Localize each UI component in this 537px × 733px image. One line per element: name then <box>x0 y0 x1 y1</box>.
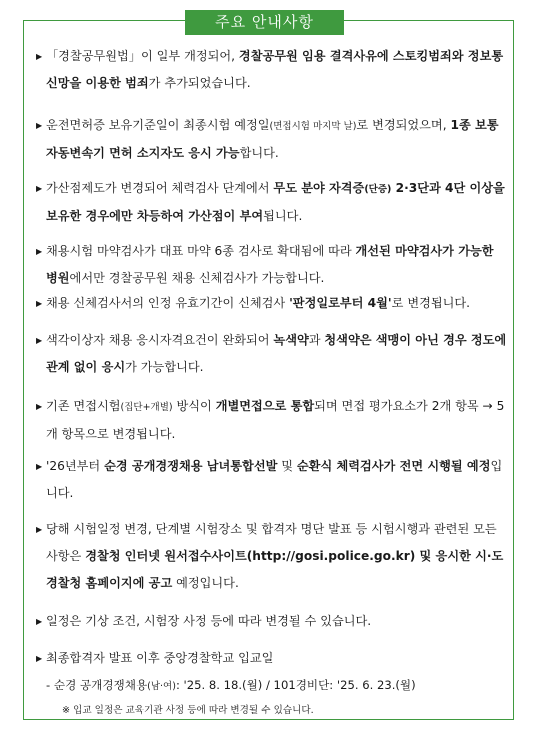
item-text-run: (면접시험 마지막 날) <box>269 121 357 132</box>
bullet-icon: ▶ <box>36 184 43 193</box>
bold-text: 개별면접으로 통합 <box>215 399 315 413</box>
item-text-run: 채용시험 마약검사가 대표 마약 6종 검사로 확대됨에 따라 <box>46 244 356 258</box>
item-text-run: 일정은 기상 조건, 시험장 사정 등에 따라 변경될 수 있습니다. <box>46 614 372 628</box>
list-item <box>36 453 508 507</box>
item-text <box>46 399 504 441</box>
footnote: ※ 입교 일정은 교육기관 사정 등에 따라 변경될 수 있습니다. <box>62 705 314 716</box>
bold-text: 경찰청 인터넷 원서접수사이트(http://gosi.police.go.kr) 및 응시한 시·도 경찰청 홈페이지에 공고 <box>46 549 504 590</box>
item-text-run: 로 변경되었으며, <box>356 118 451 132</box>
bold-text: (단증) <box>364 184 392 195</box>
bold-text: 개선된 마약검사가 가능한 병원 <box>46 244 494 285</box>
bold-text: 순경 공개경쟁채용 남녀통합선발 <box>104 459 278 473</box>
bold-text: 순환식 체력검사가 전면 시행될 예정 <box>296 459 491 473</box>
bullet-icon: ▶ <box>36 52 43 61</box>
item-text-run: 채용 신체검사서의 인정 유효기간이 신체검사 <box>46 296 290 310</box>
item-text <box>46 651 273 665</box>
item-text <box>46 181 505 223</box>
list-item <box>36 516 508 597</box>
list-item <box>36 327 508 381</box>
entry-date-rest: : '25. 8. 18.(월) / 101경비단: '25. 6. 23.(월) <box>175 678 416 692</box>
item-text <box>46 614 371 628</box>
item-text-run: 합니다. <box>239 146 279 160</box>
item-text-run: 예정입니다. <box>172 576 239 590</box>
item-text <box>46 333 506 374</box>
item-text-run: 과 <box>308 333 325 347</box>
entry-date-line <box>46 676 516 696</box>
item-text-run: 방식이 <box>172 399 216 413</box>
bullet-icon: ▶ <box>36 617 43 626</box>
bold-text: 2·3단과 4단 이상을 보유한 경우에만 차등하여 가산점이 부여 <box>46 181 505 223</box>
item-text-run: 및 <box>277 459 297 473</box>
item-text-run: 입니다. <box>46 459 503 500</box>
item-text-run: 색각이상자 채용 응시자격요건이 완화되어 <box>46 333 274 347</box>
list-item <box>36 175 508 230</box>
bullet-icon: ▶ <box>36 525 43 534</box>
bullet-icon: ▶ <box>36 336 43 345</box>
item-text <box>46 296 470 310</box>
list-item <box>36 43 508 97</box>
bullet-icon: ▶ <box>36 299 43 308</box>
item-text-run: 로 변경됩니다. <box>391 296 471 310</box>
item-text-run: 최종합격자 발표 이후 중앙경찰학교 입교일 <box>46 651 274 665</box>
item-text-run: 가 가능합니다. <box>125 360 204 374</box>
entry-date-prefix: - 순경 공개경쟁채용 <box>46 678 148 692</box>
bullet-icon: ▶ <box>36 121 43 130</box>
bullet-icon: ▶ <box>36 402 43 411</box>
bold-text: 무도 분야 자격증 <box>273 181 365 195</box>
item-text-run: 가산점제도가 변경되어 체력검사 단계에서 <box>46 181 274 195</box>
item-text-run: 「경찰공무원법」이 일부 개정되어, <box>46 49 239 63</box>
bold-text: 1종 보통 자동변속기 면허 소지자도 응시 가능 <box>46 118 499 160</box>
list-item <box>36 393 508 448</box>
list-item <box>36 112 508 167</box>
list-item <box>36 608 508 635</box>
item-text <box>46 244 494 285</box>
item-text-run: '26년부터 <box>46 459 105 473</box>
item-text <box>46 459 502 500</box>
bold-text: 청색약은 색맹이 아닌 경우 정도에 관계 없이 응시 <box>46 333 507 374</box>
item-text-run: 운전면허증 보유기준일이 최종시험 예정일 <box>46 118 270 132</box>
bullet-icon: ▶ <box>36 247 43 256</box>
bold-text: 녹색약 <box>273 333 309 347</box>
entry-date-paren: (남·여) <box>147 681 176 692</box>
list-item <box>36 290 508 317</box>
item-text-run: 됩니다. <box>263 209 303 223</box>
item-text <box>46 49 503 90</box>
list-item <box>36 645 508 672</box>
bullet-icon: ▶ <box>36 654 43 663</box>
list-item <box>36 238 508 292</box>
item-text <box>46 118 499 160</box>
item-text-run: 기존 면접시험 <box>46 399 121 413</box>
item-text-run: 당해 시험일정 변경, 단계별 시험장소 및 합격자 명단 발표 등 시험시행과 관련된 모든 사항은 <box>46 522 497 563</box>
bold-text: '판정일로부터 4월' <box>289 296 392 310</box>
item-text-run: 에서만 경찰공무원 채용 신체검사가 가능합니다. <box>69 271 325 285</box>
item-text-run: 가 추가되었습니다. <box>148 76 251 90</box>
bullet-icon: ▶ <box>36 462 43 471</box>
item-text-run: (집단+개별) <box>120 402 173 413</box>
notice-title: 주요 안내사항 <box>185 10 344 35</box>
bold-text: 경찰공무원 임용 결격사유에 스토킹범죄와 정보통신망을 이용한 범죄 <box>46 49 504 90</box>
item-text-run: 되며 면접 평가요소가 2개 항목 → 5개 항목으로 변경됩니다. <box>46 399 505 441</box>
item-text <box>46 522 503 590</box>
